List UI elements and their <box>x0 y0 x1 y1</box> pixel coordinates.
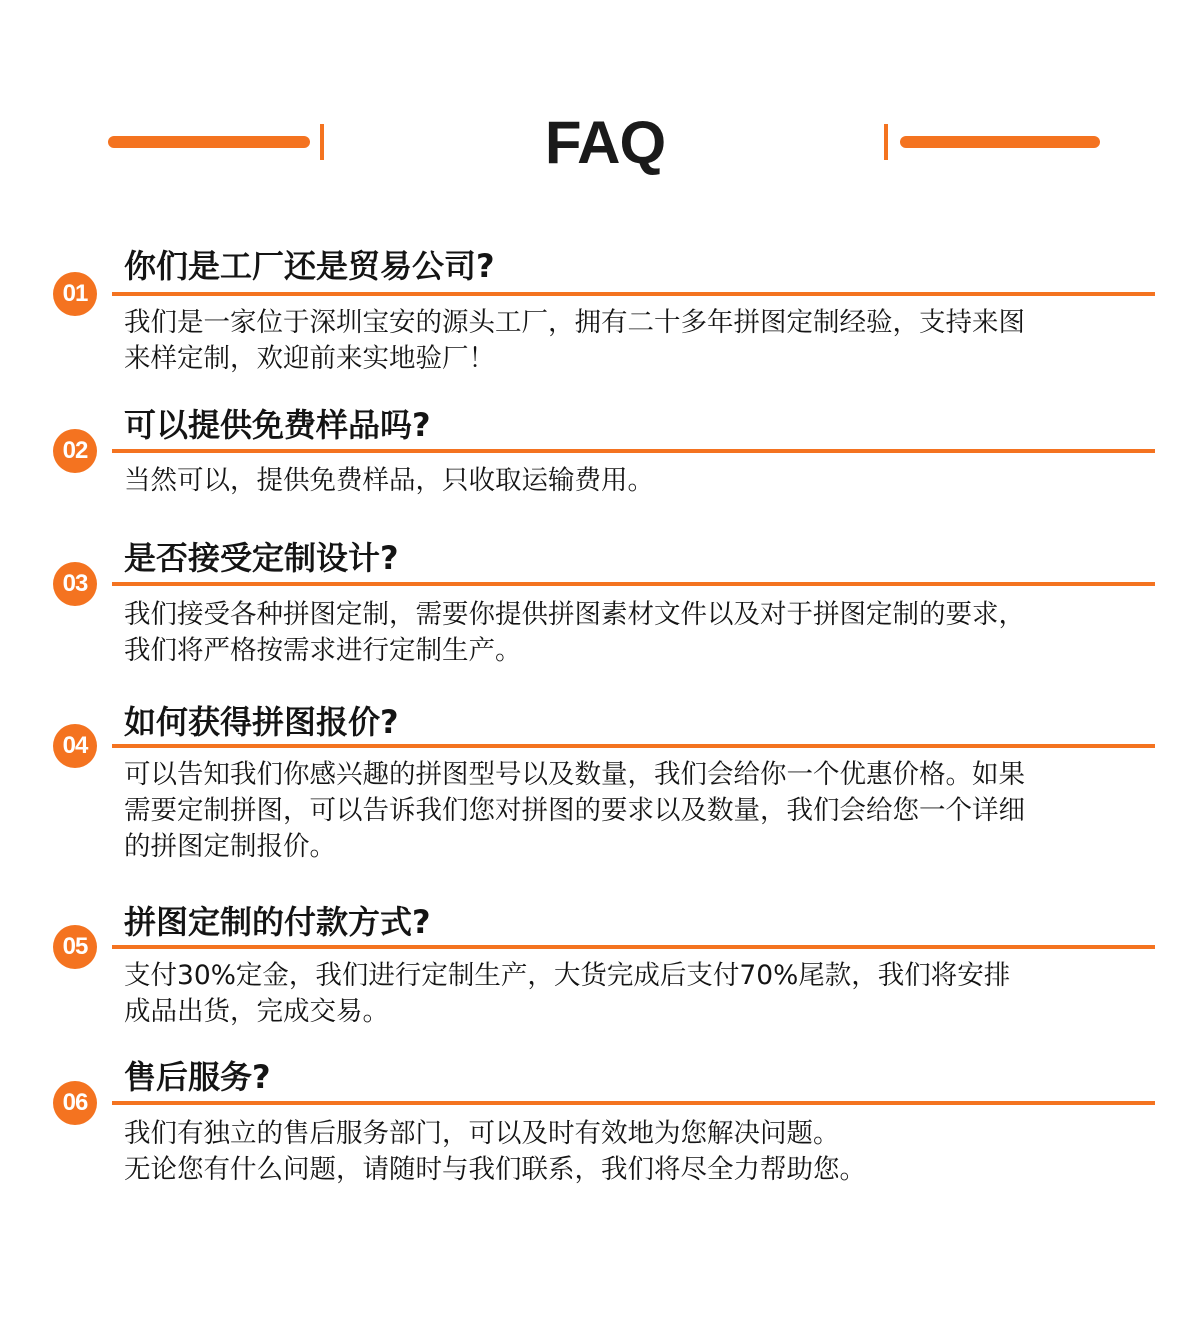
divider-line <box>112 449 1155 453</box>
faq-question: 如何获得拼图报价? <box>124 703 399 741</box>
faq-question: 拼图定制的付款方式? <box>124 903 431 941</box>
number-badge: 06 <box>53 1081 97 1125</box>
answer-line: 我们将严格按需求进行定制生产。 <box>124 635 522 666</box>
faq-answer <box>124 958 1164 1030</box>
answer-line: 无论您有什么问题，请随时与我们联系，我们将尽全力帮助您。 <box>124 1154 866 1185</box>
faq-question: 可以提供免费样品吗? <box>124 406 431 444</box>
divider-line <box>112 582 1155 586</box>
divider-line <box>112 1101 1155 1105</box>
header-right-bar <box>900 136 1100 148</box>
number-badge: 05 <box>53 925 97 969</box>
faq-answer <box>124 463 1164 499</box>
faq-answer <box>124 597 1164 669</box>
faq-answer <box>124 1116 1164 1188</box>
answer-line: 我们有独立的售后服务部门，可以及时有效地为您解决问题。 <box>124 1118 840 1149</box>
answer-line: 的拼图定制报价。 <box>124 831 336 862</box>
answer-line: 成品出货，完成交易。 <box>124 996 389 1027</box>
divider-line <box>112 744 1155 748</box>
number-badge: 02 <box>53 429 97 473</box>
number-badge: 03 <box>53 562 97 606</box>
faq-question: 售后服务? <box>124 1058 271 1096</box>
answer-line: 来样定制，欢迎前来实地验厂！ <box>124 343 495 374</box>
faq-answer <box>124 305 1164 377</box>
faq-answer <box>124 757 1164 865</box>
answer-line: 支付30%定金，我们进行定制生产，大货完成后支付70%尾款，我们将安排 <box>124 960 1011 991</box>
page-title: FAQ <box>544 109 666 176</box>
answer-line: 当然可以，提供免费样品，只收取运输费用。 <box>124 465 654 496</box>
answer-line: 我们接受各种拼图定制，需要你提供拼图素材文件以及对于拼图定制的要求， <box>124 599 1025 630</box>
number-badge: 01 <box>53 272 97 316</box>
divider-line <box>112 292 1155 296</box>
answer-line: 需要定制拼图，可以告诉我们您对拼图的要求以及数量，我们会给您一个详细 <box>124 795 1025 826</box>
answer-line: 我们是一家位于深圳宝安的源头工厂，拥有二十多年拼图定制经验，支持来图 <box>124 307 1025 338</box>
answer-line: 可以告知我们你感兴趣的拼图型号以及数量，我们会给你一个优惠价格。如果 <box>124 759 1025 790</box>
faq-question: 是否接受定制设计? <box>124 539 399 577</box>
number-badge: 04 <box>53 724 97 768</box>
divider-line <box>112 945 1155 949</box>
header-right-tick <box>884 124 888 160</box>
faq-question: 你们是工厂还是贸易公司? <box>124 247 495 285</box>
